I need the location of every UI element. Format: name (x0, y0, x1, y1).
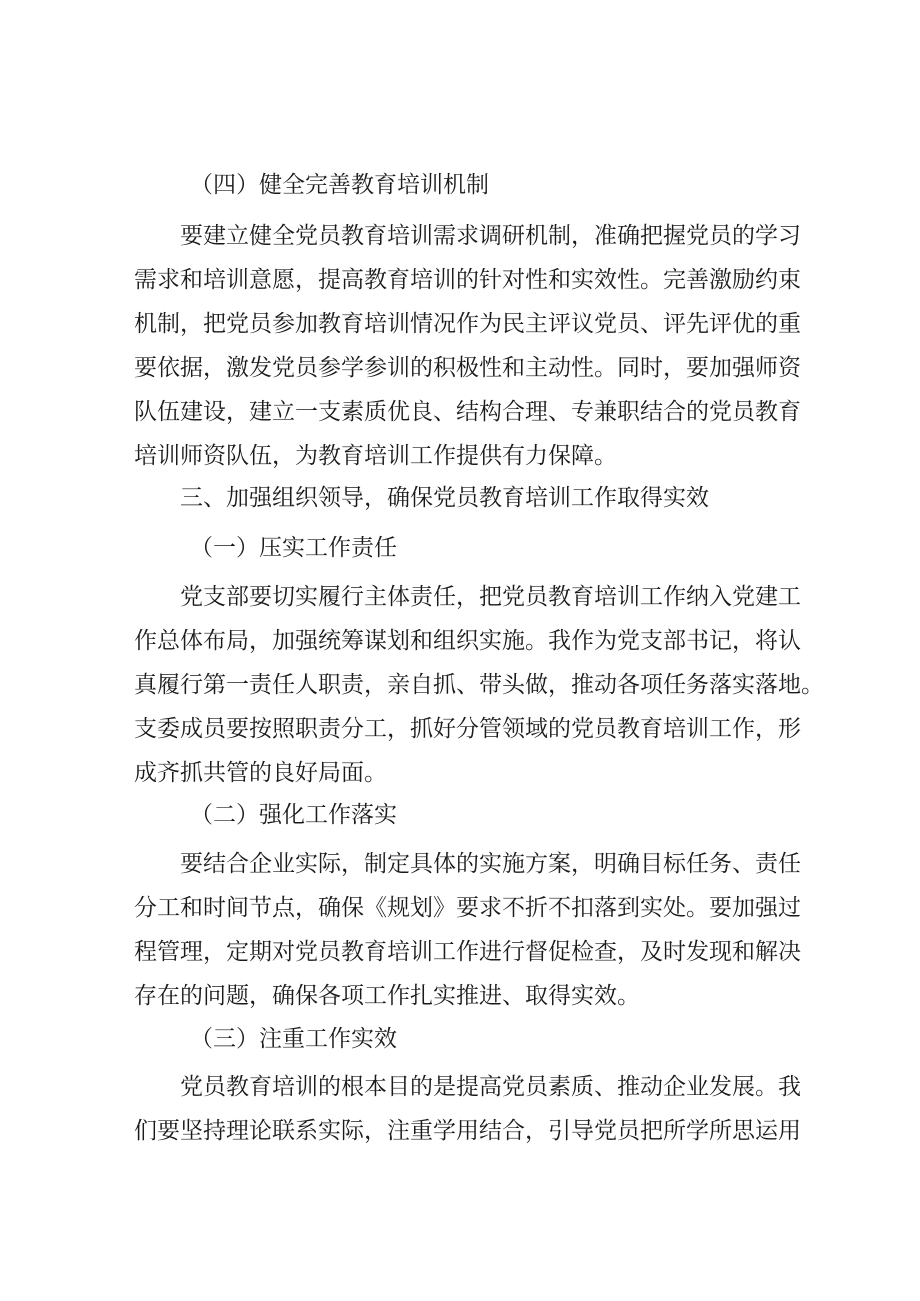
paragraph-line: 们要坚持理论联系实际，注重学用结合，引导党员把所学所思运用 (134, 1118, 801, 1144)
paragraph-line: 支委成员要按照职责分工，抓好分管领域的党员教育培训工作，形 (134, 716, 801, 742)
paragraph-line: 要建立健全党员教育培训需求调研机制，准确把握党员的学习 (180, 223, 801, 249)
paragraph-line: 培训师资队伍，为教育培训工作提供有力保障。 (134, 443, 617, 469)
paragraph-line: 分工和时间节点，确保《规划》要求不折不扣落到实处。要加强过 (134, 895, 801, 921)
paragraph-line: 程管理，定期对党员教育培训工作进行督促检查，及时发现和解决 (134, 939, 801, 965)
paragraph-line: 真履行第一责任人职责，亲自抓、带头做，推动各项任务落实落地。 (134, 672, 824, 698)
paragraph-line: 要依据，激发党员参学参训的积极性和主动性。同时，要加强师资 (134, 355, 801, 381)
heading-two: （二）强化工作落实 (190, 802, 397, 828)
paragraph-line: 党支部要切实履行主体责任，把党员教育培训工作纳入党建工 (180, 584, 801, 610)
paragraph-line: 党员教育培训的根本目的是提高党员素质、推动企业发展。我 (180, 1074, 801, 1100)
paragraph-line: 成齐抓共管的良好局面。 (134, 760, 387, 786)
paragraph-line: 要结合企业实际，制定具体的实施方案，明确目标任务、责任 (180, 851, 801, 877)
paragraph-line: 需求和培训意愿，提高教育培训的针对性和实效性。完善激励约束 (134, 267, 801, 293)
heading-one: （一）压实工作责任 (190, 535, 397, 561)
section-heading: 三、加强组织领导，确保党员教育培训工作取得实效 (180, 485, 709, 511)
paragraph-line: 存在的问题，确保各项工作扎实推进、取得实效。 (134, 983, 640, 1009)
heading-four: （四）健全完善教育培训机制 (190, 172, 489, 198)
heading-three: （三）注重工作实效 (190, 1026, 397, 1052)
paragraph-line: 队伍建设，建立一支素质优良、结构合理、专兼职结合的党员教育 (134, 399, 801, 425)
paragraph-line: 机制，把党员参加教育培训情况作为民主评议党员、评先评优的重 (134, 311, 801, 337)
paragraph-line: 作总体布局，加强统筹谋划和组织实施。我作为党支部书记，将认 (134, 628, 801, 654)
